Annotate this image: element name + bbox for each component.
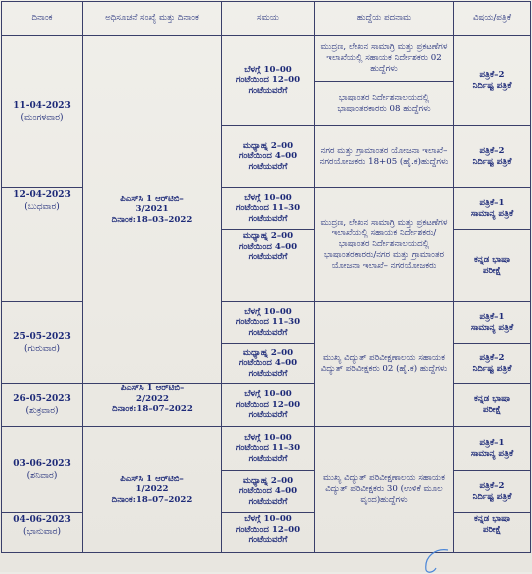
time-line: ಗಂಟೆಯವರೆಗೆ bbox=[248, 327, 288, 338]
notification-cell bbox=[83, 36, 222, 384]
post-cell: ಮುಖ್ಯ ವಿದ್ಯುತ್ ಪರಿವೀಕ್ಷಣಾಲಯ ಸಹಾಯಕ ವಿದ್ಯುತ್ ಪರಿವೀಕ್ಷಕರು 30 (ಉಳಿಕೆ ಮೂಲ ವೃಂದ)ಹುದ್ದೆಗಳು bbox=[315, 427, 454, 553]
time-cell bbox=[222, 344, 315, 384]
subject-paper: ಪತ್ರಿಕೆ–2 bbox=[479, 69, 505, 80]
subject-paper: ಕನ್ನಡ ಭಾಷಾ bbox=[473, 514, 511, 524]
subject-cell bbox=[454, 513, 531, 553]
subject-name: ಪರೀಕ್ಷೆ bbox=[482, 265, 502, 276]
time-cell bbox=[222, 230, 315, 302]
exam-day: (ಶುಕ್ರವಾರ) bbox=[25, 406, 59, 416]
post-cell: ಮುದ್ರಣ, ಲೇಖನ ಸಾಮಾಗ್ರಿ ಮತ್ತು ಪ್ರಕಟಣೆಗಳ ಇಲಾಖೆಯಲ್ಲಿ ಸಹಾಯಕ ನಿರ್ದೇಶಕರು/ಭಾಷಾಂತರ ನಿರ್ದೇಶನಾಲಯದಲ್ಲಿ ಭಾಷಾಂತರಕಾರರು/ನಗರ ಮತ್ತು ಗ್ರಾಮಾಂತರ ಯೋಜನಾ ಇಲಾಖೆ– ನಗರಯೋಜಕರು bbox=[315, 188, 454, 302]
subject-paper: ಕನ್ನಡ ಭಾಷಾ bbox=[473, 394, 511, 405]
table-row bbox=[2, 188, 531, 230]
time-line: ಬೆಳಗ್ಗೆ 10–00 bbox=[244, 192, 292, 203]
subject-paper: ಪತ್ರಿಕೆ–1 bbox=[479, 437, 505, 448]
notification-number: ಪಿಎಸ್‌ಸಿ 1 ಆರ್‌ಟಿಬಿ– bbox=[120, 193, 184, 204]
time-cell bbox=[222, 302, 315, 344]
time-line: ಮಧ್ಯಾಹ್ನ 2–00 bbox=[242, 347, 294, 358]
subject-cell bbox=[454, 302, 531, 344]
date-cell bbox=[2, 427, 83, 513]
time-line: ಗಂಟೆಯವರೆಗೆ bbox=[248, 535, 288, 546]
time-cell bbox=[222, 188, 315, 230]
date-cell bbox=[2, 36, 83, 188]
subject-cell bbox=[454, 427, 531, 471]
exam-date: 12-04-2023 bbox=[13, 190, 71, 200]
time-cell bbox=[222, 126, 315, 188]
subject-name: ಸಾಮಾನ್ಯ ಪತ್ರಿಕೆ bbox=[470, 448, 514, 459]
exam-schedule-table bbox=[1, 1, 531, 553]
subject-cell bbox=[454, 126, 531, 188]
notification-cell bbox=[83, 427, 222, 553]
time-line: ಗಂಟೆಯಿಂದ 12–00 bbox=[235, 524, 301, 535]
header-time: ಸಮಯ bbox=[222, 2, 315, 36]
subject-name: ನಿರ್ದಿಷ್ಟ ಪತ್ರಿಕೆ bbox=[472, 80, 512, 91]
exam-day: (ಶನಿವಾರ) bbox=[26, 470, 58, 481]
exam-date: 03-06-2023 bbox=[13, 458, 71, 469]
time-line: ಗಂಟೆಯಿಂದ 12–00 bbox=[235, 399, 301, 410]
time-line: ಗಂಟೆಯಿಂದ 4–00 bbox=[238, 358, 298, 369]
subject-cell bbox=[454, 230, 531, 302]
time-line: ಗಂಟೆಯಿಂದ 4–00 bbox=[238, 486, 298, 497]
subject-cell bbox=[454, 188, 531, 230]
time-line: ಗಂಟೆಯವರೆಗೆ bbox=[248, 368, 288, 379]
notification-number-year: 1/2022 bbox=[135, 484, 169, 495]
time-line: ಗಂಟೆಯಿಂದ 12–00 bbox=[235, 75, 301, 86]
time-line: ಗಂಟೆಯವರೆಗೆ bbox=[248, 85, 288, 96]
notification-number-year: 3/2021 bbox=[135, 204, 169, 215]
date-cell bbox=[2, 302, 83, 384]
time-line: ಗಂಟೆಯಿಂದ 11–30 bbox=[235, 203, 301, 214]
post-cell: ಭಾಷಾಂತರ ನಿರ್ದೇಶನಾಲಯದಲ್ಲಿ ಭಾಷಾಂತರಕಾರರು 08 ಹುದ್ದೆಗಳು bbox=[315, 82, 454, 126]
table-row bbox=[2, 302, 531, 344]
header-subject: ವಿಷಯ/ಪತ್ರಿಕೆ bbox=[454, 2, 531, 36]
subject-paper: ಪತ್ರಿಕೆ–2 bbox=[479, 352, 505, 363]
exam-day: (ಗುರುವಾರ) bbox=[23, 343, 61, 354]
subject-name: ನಿರ್ದಿಷ್ಟ ಪತ್ರಿಕೆ bbox=[472, 363, 512, 374]
time-cell bbox=[222, 513, 315, 553]
date-cell bbox=[2, 513, 83, 553]
subject-cell bbox=[454, 36, 531, 126]
subject-name: ಪರೀಕ್ಷೆ bbox=[482, 524, 502, 535]
notification-number-year: 2/2022 bbox=[135, 393, 170, 404]
subject-paper: ಕನ್ನಡ ಭಾಷಾ bbox=[473, 254, 511, 265]
notification-date: ದಿನಾಂಕ:18–07–2022 bbox=[111, 494, 193, 505]
post-cell: ಮುಖ್ಯ ವಿದ್ಯುತ್ ಪರಿವೀಕ್ಷಣಾಲಯ ಸಹಾಯಕ ವಿದ್ಯುತ್ ಪರಿವೀಕ್ಷಕರು 02 (ಹೈ.ಕ) ಹುದ್ದೆಗಳು bbox=[315, 302, 454, 427]
subject-paper: ಪತ್ರಿಕೆ–1 bbox=[479, 311, 505, 322]
time-line: ಗಂಟೆಯವರೆಗೆ bbox=[248, 410, 288, 421]
post-cell: ಮುದ್ರಣ, ಲೇಖನ ಸಾಮಾಗ್ರಿ ಮತ್ತು ಪ್ರಕಟಣೆಗಳ ಇಲಾಖೆಯಲ್ಲಿ ಸಹಾಯಕ ನಿರ್ದೇಶಕರು 02 ಹುದ್ದೆಗಳು bbox=[315, 36, 454, 82]
subject-name: ಸಾಮಾನ್ಯ ಪತ್ರಿಕೆ bbox=[470, 322, 514, 333]
exam-day: (ಭಾನುವಾರ) bbox=[23, 527, 61, 537]
time-line: ಮಧ್ಯಾಹ್ನ 2–00 bbox=[242, 140, 294, 151]
time-line: ಗಂಟೆಯವರೆಗೆ bbox=[248, 252, 288, 263]
time-line: ಬೆಳಗ್ಗೆ 10–00 bbox=[244, 64, 292, 75]
time-line: ಗಂಟೆಯಿಂದ 4–00 bbox=[238, 241, 298, 252]
table-row bbox=[2, 36, 531, 82]
subject-paper: ಪತ್ರಿಕೆ–2 bbox=[479, 480, 505, 491]
time-cell bbox=[222, 384, 315, 427]
subject-name: ಸಾಮಾನ್ಯ ಪತ್ರಿಕೆ bbox=[470, 208, 514, 219]
time-line: ಗಂಟೆಯವರೆಗೆ bbox=[248, 213, 288, 224]
time-line: ಬೆಳಗ್ಗೆ 10–00 bbox=[244, 514, 292, 524]
time-line: ಗಂಟೆಯವರೆಗೆ bbox=[248, 453, 288, 464]
time-line: ಬೆಳಗ್ಗೆ 10–00 bbox=[244, 432, 292, 443]
exam-date: 11-04-2023 bbox=[13, 100, 71, 111]
time-line: ಮಧ್ಯಾಹ್ನ 2–00 bbox=[242, 475, 294, 486]
subject-cell bbox=[454, 384, 531, 427]
notification-block-2 bbox=[83, 383, 222, 415]
subject-cell bbox=[454, 471, 531, 513]
date-cell bbox=[2, 384, 83, 427]
exam-date: 26-05-2023 bbox=[13, 394, 71, 404]
notification-date: ದಿನಾಂಕ:18–03–2022 bbox=[111, 214, 193, 225]
time-cell bbox=[222, 36, 315, 126]
time-line: ಬೆಳಗ್ಗೆ 10–00 bbox=[244, 389, 292, 400]
exam-date: 25-05-2023 bbox=[13, 331, 71, 342]
time-line: ಗಂಟೆಯವರೆಗೆ bbox=[248, 161, 288, 172]
notification-number: ಪಿಎಸ್‌ಸಿ 1 ಆರ್‌ಟಿಬಿ– bbox=[120, 473, 184, 484]
subject-cell bbox=[454, 344, 531, 384]
post-cell: ನಗರ ಮತ್ತು ಗ್ರಾಮಾಂತರ ಯೋಜನಾ ಇಲಾಖೆ– ನಗರಯೋಜಕರು 18+05 (ಹೈ.ಕ)ಹುದ್ದೆಗಳು bbox=[315, 126, 454, 188]
exam-date: 04-06-2023 bbox=[13, 515, 71, 525]
time-cell bbox=[222, 471, 315, 513]
notification-number: ಪಿಎಸ್‌ಸಿ 1 ಆರ್‌ಟಿಬಿ– bbox=[120, 383, 185, 393]
subject-paper: ಪತ್ರಿಕೆ–2 bbox=[479, 145, 505, 156]
time-line: ಬೆಳಗ್ಗೆ 10–00 bbox=[244, 306, 292, 317]
time-line: ಗಂಟೆಯಿಂದ 4–00 bbox=[238, 151, 298, 162]
time-line: ಮಧ್ಯಾಹ್ನ 2–00 bbox=[242, 231, 294, 241]
subject-name: ನಿರ್ದಿಷ್ಟ ಪತ್ರಿಕೆ bbox=[472, 156, 512, 167]
header-row bbox=[2, 2, 531, 36]
exam-day: (ಮಂಗಳವಾರ) bbox=[20, 112, 64, 123]
time-line: ಗಂಟೆಯವರೆಗೆ bbox=[248, 496, 288, 507]
time-cell bbox=[222, 427, 315, 471]
header-post: ಹುದ್ದೆಯ ಪದನಾಮ bbox=[315, 2, 454, 36]
notification-date: ದಿನಾಂಕ:18–07–2022 bbox=[112, 404, 193, 415]
date-cell bbox=[2, 188, 83, 302]
subject-name: ಪರೀಕ್ಷೆ bbox=[482, 405, 502, 415]
header-date: ದಿನಾಂಕ bbox=[2, 2, 83, 36]
subject-name: ನಿರ್ದಿಷ್ಟ ಪತ್ರಿಕೆ bbox=[472, 491, 512, 502]
exam-day: (ಬುಧವಾರ) bbox=[24, 202, 60, 212]
header-notification: ಅಧಿಸೂಚನೆ ಸಂಖ್ಯೆ ಮತ್ತು ದಿನಾಂಕ bbox=[83, 2, 222, 36]
time-line: ಗಂಟೆಯಿಂದ 11–30 bbox=[235, 317, 301, 328]
table-row bbox=[2, 427, 531, 471]
time-line: ಗಂಟೆಯಿಂದ 11–30 bbox=[235, 443, 301, 454]
subject-paper: ಪತ್ರಿಕೆ–1 bbox=[479, 197, 505, 208]
